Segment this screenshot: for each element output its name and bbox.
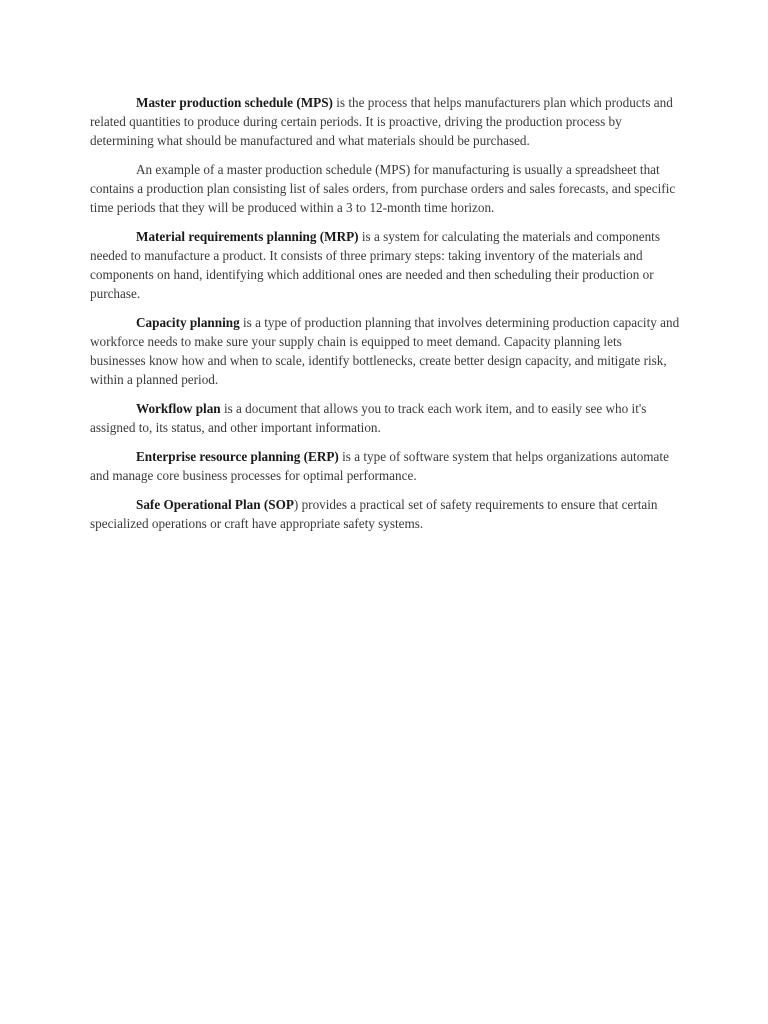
definition-sop: ) provides a practical set of safety requirements to ensure that certain specialized operations or craft have appropriate safety systems. — [90, 497, 658, 531]
definition-mps: is the process that helps manufacturers plan which products and related quantities to produce during certain periods. It is proactive, driving the production process by determining what should be manufactured and what materials should be purchased. — [90, 95, 673, 148]
term-erp: Enterprise resource planning (ERP) — [136, 449, 339, 464]
term-mps: Master production schedule (MPS) — [136, 95, 333, 110]
paragraph-capacity-planning — [90, 313, 680, 389]
term-workflow-plan: Workflow plan — [136, 401, 221, 416]
paragraph-sop — [90, 495, 680, 533]
definition-capacity-planning: is a type of production planning that involves determining production capacity and workforce needs to make sure your supply chain is equipped to meet demand. Capacity planning lets businesses know how and when to scale, identify bottlenecks, create better design capacity, and mitigate risk, within a planned period. — [90, 315, 680, 387]
document-page — [90, 93, 680, 543]
term-capacity-planning: Capacity planning — [136, 315, 240, 330]
term-sop: Safe Operational Plan (SOP — [136, 497, 294, 512]
paragraph-erp — [90, 447, 680, 485]
paragraph-workflow-plan — [90, 399, 680, 437]
paragraph-mps — [90, 93, 680, 150]
paragraph-mps-example — [90, 160, 680, 217]
definition-workflow-plan: is a document that allows you to track each work item, and to easily see who it's assigned to, its status, and other important information. — [90, 401, 647, 435]
text-mps-example: An example of a master production schedule (MPS) for manufacturing is usually a spreadsheet that contains a production plan consisting list of sales orders, from purchase orders and sales forecasts, and specific time periods that they will be produced within a 3 to 12-month time horizon. — [90, 162, 676, 215]
definition-mrp: is a system for calculating the materials and components needed to manufacture a product. It consists of three primary steps: taking inventory of the materials and components on hand, identifying which additional ones are needed and then scheduling their production or purchase. — [90, 229, 660, 301]
paragraph-mrp — [90, 227, 680, 303]
term-mrp: Material requirements planning (MRP) — [136, 229, 359, 244]
definition-erp: is a type of software system that helps organizations automate and manage core business processes for optimal performance. — [90, 449, 669, 483]
